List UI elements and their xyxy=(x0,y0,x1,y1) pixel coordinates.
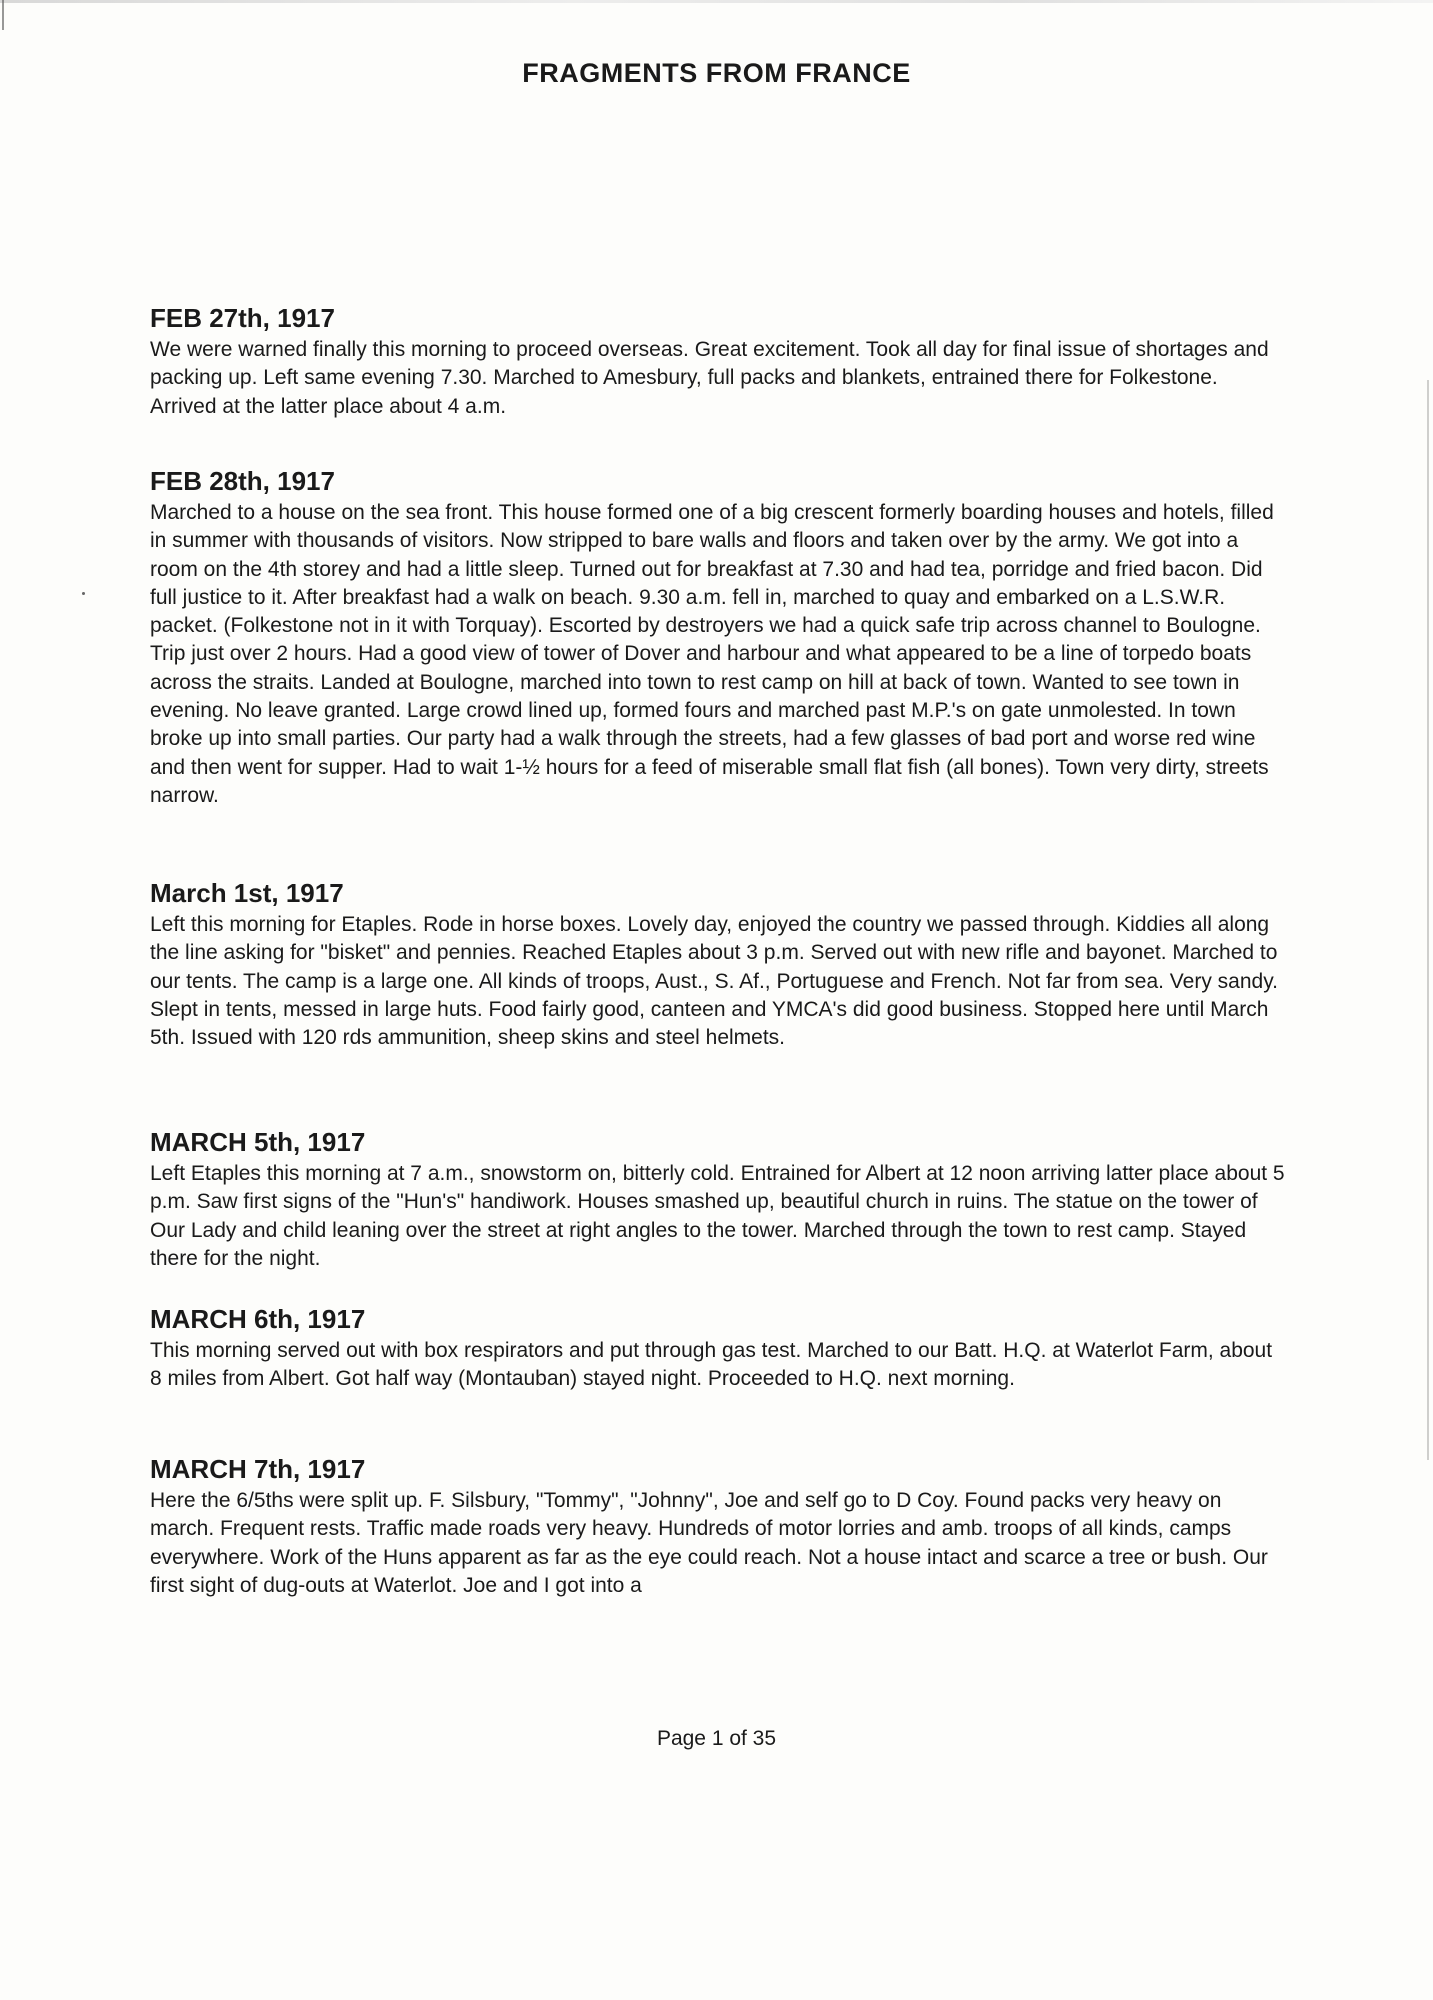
entry-date: MARCH 6th, 1917 xyxy=(150,1304,366,1334)
page-number: Page 1 of 35 xyxy=(656,1727,777,1750)
entry-text: This morning served out with box respirators and put through gas test. Marched to our Batt. H.Q. at Waterlot Farm, about 8 miles from Albert. Got half way (Montauban) stayed night. Proceeded to H.Q. next morning. xyxy=(150,1339,1273,1391)
entry-text: We were warned finally this morning to proceed overseas. Great excitement. Took all day for final issue of shortages and packing up. Left same evening 7.30. Marched to Amesbury, full packs and blankets, entrained there for Folkestone. Arrived at the latter place about 4 a.m. xyxy=(150,338,1269,418)
entry-date: FEB 27th, 1917 xyxy=(150,303,335,333)
diary-entries xyxy=(150,302,1285,1600)
scan-edge-right xyxy=(1427,380,1429,1460)
entry-text: Left this morning for Etaples. Rode in horse boxes. Lovely day, enjoyed the country we passed through. Kiddies all along the line asking for "bisket" and pennies. Reached Etaples about 3 p.m. Served out with new rifle and bayonet. Marched to our tents. The camp is a large one. All kinds of troops, Aust., S. Af., Portuguese and French. Not far from sea. Very sandy. Slept in tents, messed in large huts. Food fairly good, canteen and YMCA's did good business. Stopped here until March 5th. Issued with 120 rds ammunition, sheep skins and steel helmets. xyxy=(150,913,1278,1050)
scan-speck xyxy=(82,592,85,595)
entry-text: Here the 6/5ths were split up. F. Silsbury, "Tommy", "Johnny", Joe and self go to D Coy. Found packs very heavy on march. Frequent rests. Traffic made roads very heavy. Hundreds of motor lorries and amb. troops of all kinds, camps everywhere. Work of the Huns apparent as far as the eye could reach. Not a house intact and scarce a tree or bush. Our first sight of dug-outs at Waterlot. Joe and I got into a xyxy=(150,1489,1268,1597)
diary-entry xyxy=(150,465,1285,830)
diary-entry xyxy=(150,302,1285,420)
entry-date: March 1st, 1917 xyxy=(150,878,344,908)
entry-text: Marched to a house on the sea front. This house formed one of a big crescent formerly boarding houses and hotels, filled in summer with thousands of visitors. Now stripped to bare walls and floors and taken over by the army. We got into a room on the 4th storey and had a little sleep. Turned out for breakfast at 7.30 and had tea, porridge and fried bacon. Did full justice to it. After breakfast had a walk on beach. 9.30 a.m. fell in, marched to quay and embarked on a L.S.W.R. packet. (Folkestone not in it with Torquay). Escorted by destroyers we had a quick safe trip across channel to Boulogne. Trip just over 2 hours. Had a good view of tower of Dover and harbour and what appeared to be a line of torpedo boats across the straits. Landed at Boulogne, marched into town to rest camp on hill at back of town. Wanted to see town in evening. No leave granted. Large crowd lined up, formed fours and marched past M.P.'s on gate unmolested. In town broke up into small parties. Our party had a walk through the streets, had a few glasses of bad port and worse red wine and then went for supper. Had to wait 1-½ hours for a feed of miserable small flat fish (all bones). Town very dirty, streets narrow. xyxy=(150,501,1274,807)
entry-date: FEB 28th, 1917 xyxy=(150,466,335,496)
diary-entry xyxy=(150,877,1285,1077)
diary-entry xyxy=(150,1453,1285,1600)
document-title: FRAGMENTS FROM FRANCE xyxy=(522,58,911,88)
diary-entry xyxy=(150,1303,1285,1421)
scan-edge-top xyxy=(0,0,1433,3)
entry-date: MARCH 5th, 1917 xyxy=(150,1127,366,1157)
diary-entry xyxy=(150,1126,1285,1271)
scan-edge-left xyxy=(2,0,4,30)
entry-text: Left Etaples this morning at 7 a.m., snowstorm on, bitterly cold. Entrained for Albert at 12 noon arriving latter place about 5 p.m. Saw first signs of the "Hun's" handiwork. Houses smashed up, beautiful church in ruins. The statue on the tower of Our Lady and child leaning over the street at right angles to the tower. Marched through the town to rest camp. Stayed there for the night. xyxy=(150,1162,1285,1270)
entry-date: MARCH 7th, 1917 xyxy=(150,1454,366,1484)
